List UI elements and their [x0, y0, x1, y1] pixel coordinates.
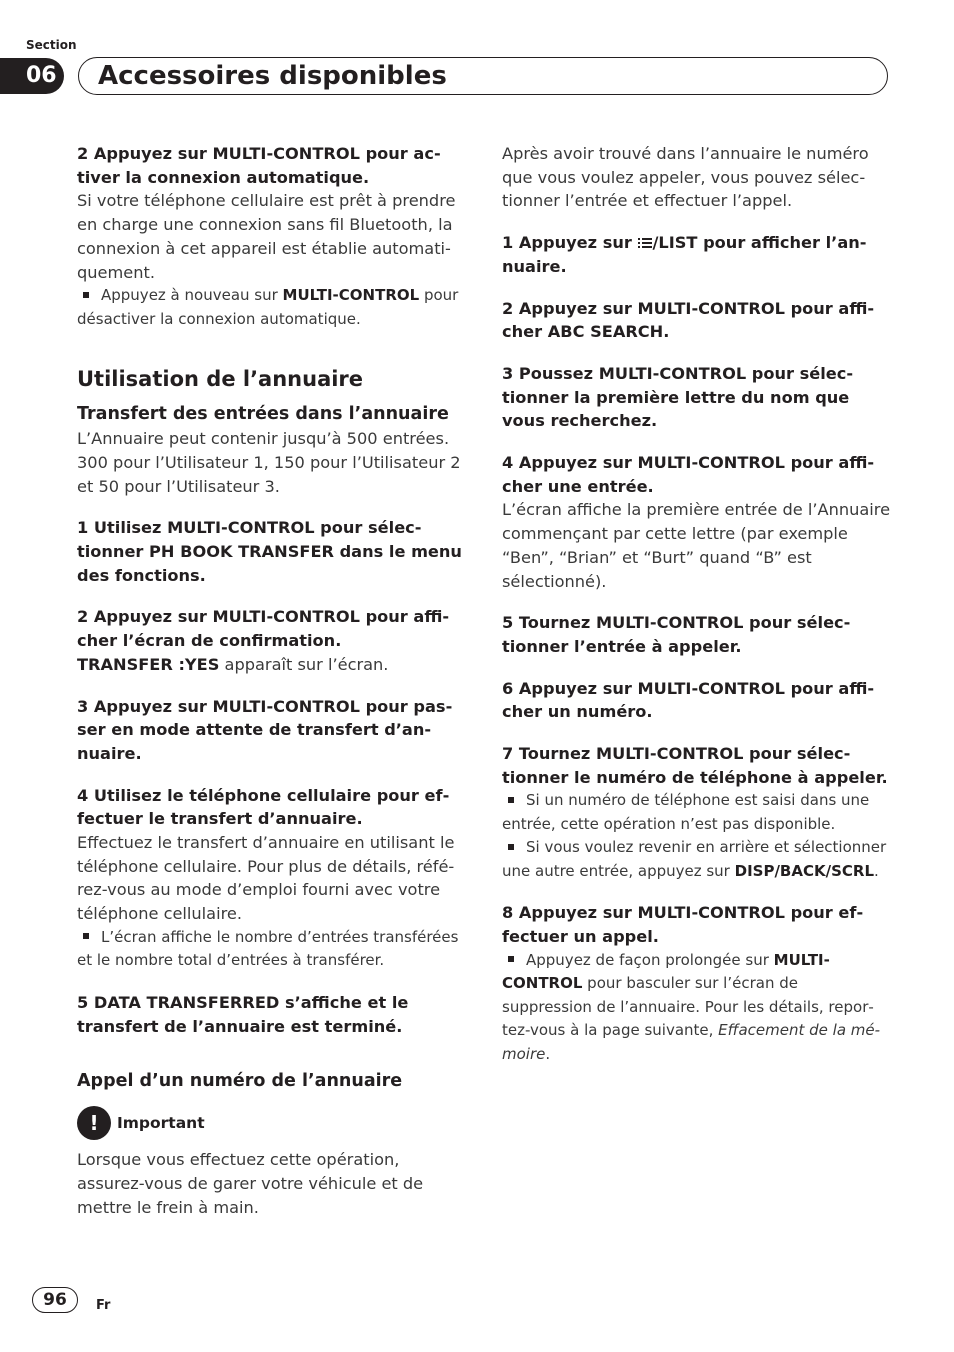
call-step-1: 1 Appuyez sur /LIST pour afficher l’annuaire.: [502, 233, 867, 276]
call-step-7: 7 Tournez MULTI-CONTROL pour sélectionner le numéro de téléphone à appeler.: [502, 744, 888, 787]
call-intro: Après avoir trouvé dans l’annuaire le numéro que vous voulez appeler, vous pouvez sélectionner l’entrée et effectuer l’appel.: [502, 144, 869, 211]
call-step-8: 8 Appuyez sur MULTI-CONTROL pour effectuer un appel.: [502, 903, 864, 947]
bullet-icon: [83, 933, 89, 939]
transfer-step-1: 1 Utilisez MULTI-CONTROL pour sélectionner PH BOOK TRANSFER dans le menu des fonctions.: [77, 518, 462, 585]
page-title: Accessoires disponibles: [98, 61, 447, 91]
heading-call: Appel d’un numéro de l’annuaire: [77, 1071, 403, 1092]
heading-transfer: Transfert des entrées dans l’annuaire: [77, 404, 449, 425]
bullet-icon: [83, 292, 89, 298]
page-number: 96: [32, 1287, 78, 1313]
step-auto-connect: 2 Appuyez sur MULTI-CONTROL pour activer la connexion automatique.: [77, 144, 441, 187]
transfer-step-5: 5 DATA TRANSFERRED s’affiche et le transfert de l’annuaire est terminé.: [77, 992, 409, 1036]
call-step-7-note-2: Si vous voulez revenir en arrière et sélectionner une autre entrée, appuyez sur DISP/BACK/SCRL.: [502, 838, 887, 880]
auto-connect-body: Si votre téléphone cellulaire est prêt à prendre en charge une connexion sans fil Bluetooth, la connexion à cet appareil est établie automatiquement.: [77, 191, 456, 282]
transfer-step-3: 3 Appuyez sur MULTI-CONTROL pour passer en mode attente de transfert d’annuaire.: [77, 696, 453, 763]
transfer-step-4-note: L’écran affiche le nombre d’entrées transférées et le nombre total d’entrées à transférer.: [77, 927, 459, 970]
call-step-4-body: L’écran affiche la première entrée de l’Annuaire commençant par cette lettre (par exemple “Ben”, “Brian” et “Burt” quand “B” est sélectionné).: [502, 500, 891, 591]
bullet-icon: [508, 956, 514, 962]
list-icon: [638, 237, 652, 249]
heading-phonebook: Utilisation de l’annuaire: [77, 367, 364, 392]
section-label: Section: [26, 38, 77, 52]
left-column: [77, 142, 467, 1219]
transfer-step-2: 2 Appuyez sur MULTI-CONTROL pour afficher l’écran de confirmation.: [77, 607, 450, 651]
call-step-6: 6 Appuyez sur MULTI-CONTROL pour afficher un numéro.: [502, 678, 875, 722]
section-number: 06: [0, 58, 64, 94]
transfer-body: L’Annuaire peut contenir jusqu’à 500 entrées. 300 pour l’Utilisateur 1, 150 pour l’Utilisateur 2 et 50 pour l’Utilisateur 3.: [77, 429, 461, 496]
important-label: Important: [117, 1114, 205, 1133]
right-column: [502, 142, 892, 1066]
transfer-step-2-body: TRANSFER :YES apparaît sur l’écran.: [77, 654, 389, 674]
transfer-step-4: 4 Utilisez le téléphone cellulaire pour effectuer le transfert d’annuaire.: [77, 785, 450, 829]
note-auto-connect: Appuyez à nouveau sur MULTI-CONTROL pour désactiver la connexion automatique.: [77, 286, 459, 328]
call-step-5: 5 Tournez MULTI-CONTROL pour sélectionner l’entrée à appeler.: [502, 613, 851, 656]
call-step-2: 2 Appuyez sur MULTI-CONTROL pour afficher ABC SEARCH.: [502, 298, 875, 342]
bullet-icon: [508, 797, 514, 803]
important-body: Lorsque vous effectuez cette opération, assurez-vous de garer votre véhicule et de mettre le frein à main.: [77, 1150, 424, 1217]
important-box: [77, 1106, 467, 1140]
call-step-3: 3 Poussez MULTI-CONTROL pour sélectionner la première lettre du nom que vous recherchez.: [502, 363, 854, 431]
language-code: Fr: [96, 1298, 111, 1313]
call-step-8-note: Appuyez de façon prolongée sur MULTI-CONTROL pour basculer sur l’écran de suppression de l’annuaire. Pour les détails, reportez-vous à la page suivante, Effacement de la mémoire.: [502, 950, 881, 1063]
important-icon: !: [77, 1106, 111, 1140]
bullet-icon: [508, 844, 514, 850]
call-step-7-note-1: Si un numéro de téléphone est saisi dans une entrée, cette opération n’est pas disponible.: [502, 791, 870, 833]
call-step-4: 4 Appuyez sur MULTI-CONTROL pour afficher une entrée.: [502, 453, 875, 496]
transfer-step-4-body: Effectuez le transfert d’annuaire en utilisant le téléphone cellulaire. Pour plus de détails, référez-vous au mode d’emploi fourni avec votre téléphone cellulaire.: [77, 833, 455, 924]
